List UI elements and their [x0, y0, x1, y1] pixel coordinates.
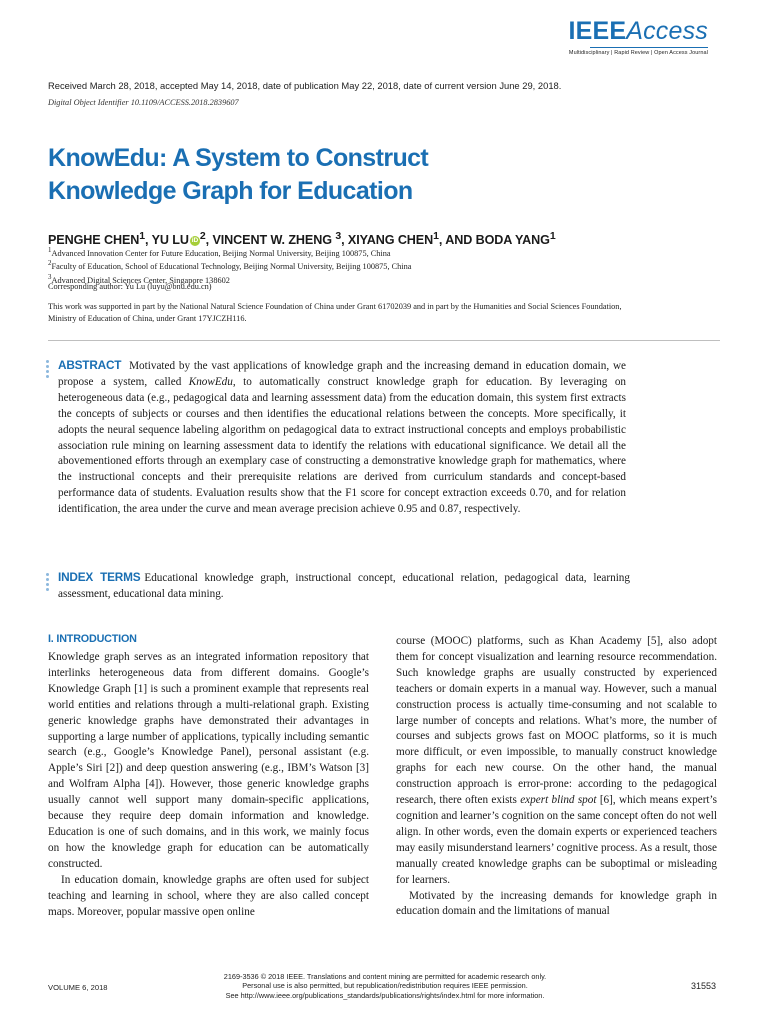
journal-tagline: Multidisciplinary | Rapid Review | Open Access Journal — [568, 50, 708, 56]
author-name: XIYANG CHEN — [347, 233, 434, 248]
index-terms-marker-icon — [46, 573, 50, 593]
affiliation-line: $^1$Advanced Innovation Center for Future Education, Beijing Normal University, Beijing 100875, China — [48, 247, 391, 258]
logo-divider — [590, 47, 708, 48]
author-list: PENGHE CHEN$^1$, YU LU iD $^2$, VINCENT W. ZHENG $^3$, XIYANG CHEN$^1$, AND BODA YANG$^1$ — [48, 230, 556, 248]
author-affil-sup: 1 — [139, 230, 146, 242]
affiliation-line: $^2$Faculty of Education, School of Educational Technology, Beijing Normal University, Beijing 100875, China — [48, 260, 412, 272]
header-divider — [48, 340, 720, 341]
author-name: VINCENT W. ZHENG — [212, 233, 332, 248]
corresponding-author: Corresponding author: Yu Lu (luyu@bnu.edu.cn) — [48, 282, 212, 291]
paragraph: In education domain, knowledge graphs are often used for subject teaching and learning in school, where they are also called concept maps. Moreover, popular massive open online — [48, 873, 369, 918]
paragraph: Knowledge graph serves as an integrated information repository that interlinks heterogeneous data from different domains. Google’s Knowledge Graph [1] is such a prominent example that represents real world entities and relations through a multi-relational graph. Existing generic knowledge graphs have demonstrated their advantages in supporting a large number of applications, typically including semantic search (e.g., Google’s Knowledge Panel), personal assistant (e.g. Apple’s Siri [2]) and deep question answering (e.g., IBM’s Watson [3] and Wolfram Alpha [4]). However, those generic knowledge graphs usually cannot well support many domain-specific applications, because they require deep domain information and knowledge. Education is one of such domains, and in this work, we mainly focus on how the knowledge graph for education can be automatically constructed. — [48, 651, 369, 870]
abstract-label: ABSTRACT — [58, 358, 122, 372]
footer-copyright: 2169-3536 © 2018 IEEE. Translations and content mining are permitted for academic research only. Personal use is also permitted, but republication/redistribution requires IEEE permission. See http://www.ieee.org/publications_standards/publications/rights/index.html for more information. — [190, 972, 580, 1000]
paper-title-line-2: Knowledge Graph for Education — [48, 177, 413, 205]
right-column — [396, 634, 717, 920]
emphasis-term: expert blind spot — [520, 794, 597, 807]
paper-title — [48, 142, 608, 208]
doi-line: Digital Object Identifier 10.1109/ACCESS.2018.2839607 — [48, 98, 239, 107]
abstract: ABSTRACT Motivated by the vast applications of knowledge graph and the increasing demand in education domain, we propose a system, called KnowEdu, to automatically construct knowledge graph for education. By leveraging on heterogeneous data (e.g., pedagogical data and learning assessment data) from the education domain, this system first extracts the concepts of subjects or courses and then identifies the educational relations between the concepts. More specifically, it adopts the neural sequence labeling algorithm on pedagogical data to extract instructional concepts and employs probabilistic association rule mining on learning assessment data to identify the relations with educational significance. We detail all the abovementioned efforts through an exemplary case of constructing a demonstrative knowledge graph for mathematics, where the instructional concepts and their prerequisite relations are derived from curriculum standards and concept-based performance data of students. Evaluation results show that the F1 score for concept extraction exceeds 0.70, and for relation identification, the area under the curve and mean average precision achieve 0.95 and 0.87, respectively. — [58, 358, 627, 516]
rights-link[interactable]: See http://www.ieee.org/publications_standards/publications/rights/index.html for more information. — [225, 990, 545, 1000]
author-affil-sup: 2 — [199, 230, 206, 242]
funding-note: This work was supported in part by the National Natural Science Foundation of China under Grant 61702039 and in part by the Humanities and Social Sciences Foundation, Ministry of Education of China, under Grant 17YJCZH116. — [48, 302, 622, 324]
journal-logo — [568, 18, 708, 56]
paper-title-line-1: KnowEdu: A System to Construct — [48, 144, 429, 172]
author-affil-sup: 1 — [433, 230, 439, 242]
paragraph: course (MOOC) platforms, such as Khan Academy [5], also adopt them for concept visualization and learning resource recommendation. Such knowledge graphs are usually constructed by experienced teachers or domain experts in a manual way. However, such a manual construction process is actually time-consuming and not scalable to large number of concepts and relations. What’s more, the number of courses and subjects grows fast on MOOC platforms, so it is much more difficult, or even impossible, to manually construct knowledge graphs for each new course. On the other hand, the manual construction approach is error-prone: according to the pedagogical research, there often exists expert blind spot [6], which means expert’s cognition and learner’s cognition on the same concept often do not well align. In other words, even the domain experts or experienced teachers may easily misunderstand learners’ cognitive process. As a result, those manually created knowledge graphs can be suboptimal or misleading for learners. — [396, 635, 717, 886]
index-terms-label: INDEX TERMS — [58, 570, 141, 584]
orcid-icon[interactable]: iD — [191, 237, 199, 245]
author-affil-sup: 1 — [549, 230, 556, 242]
paragraph: Motivated by the increasing demands for knowledge graph in education domain and the limitations of manual — [396, 889, 717, 918]
left-column — [48, 650, 369, 920]
received-dates: Received March 28, 2018, accepted May 14, 2018, date of publication May 22, 2018, date of current version June 29, 2018. — [48, 80, 562, 91]
page-number: 31553 — [690, 981, 716, 991]
affiliations — [48, 246, 411, 286]
footer-volume: VOLUME 6, 2018 — [48, 983, 108, 992]
section-heading: I. INTRODUCTION — [48, 633, 137, 645]
author-affil-sup: 3 — [335, 230, 342, 242]
author-name: AND BODA YANG — [445, 233, 550, 248]
affiliation-line: $^3$Advanced Digital Sciences Center, Singapore 138602 — [48, 273, 230, 285]
author-name: PENGHE CHEN — [48, 233, 140, 248]
system-name: KnowEdu — [188, 375, 233, 388]
author-name: YU LU — [151, 233, 189, 248]
abstract-marker-icon — [46, 360, 50, 380]
index-terms: INDEX TERMS Educational knowledge graph, instructional concept, educational relation, pedagogical data, learning assessment, educational data mining. — [58, 570, 630, 600]
journal-logo-text: IEEEAccess — [568, 17, 708, 45]
